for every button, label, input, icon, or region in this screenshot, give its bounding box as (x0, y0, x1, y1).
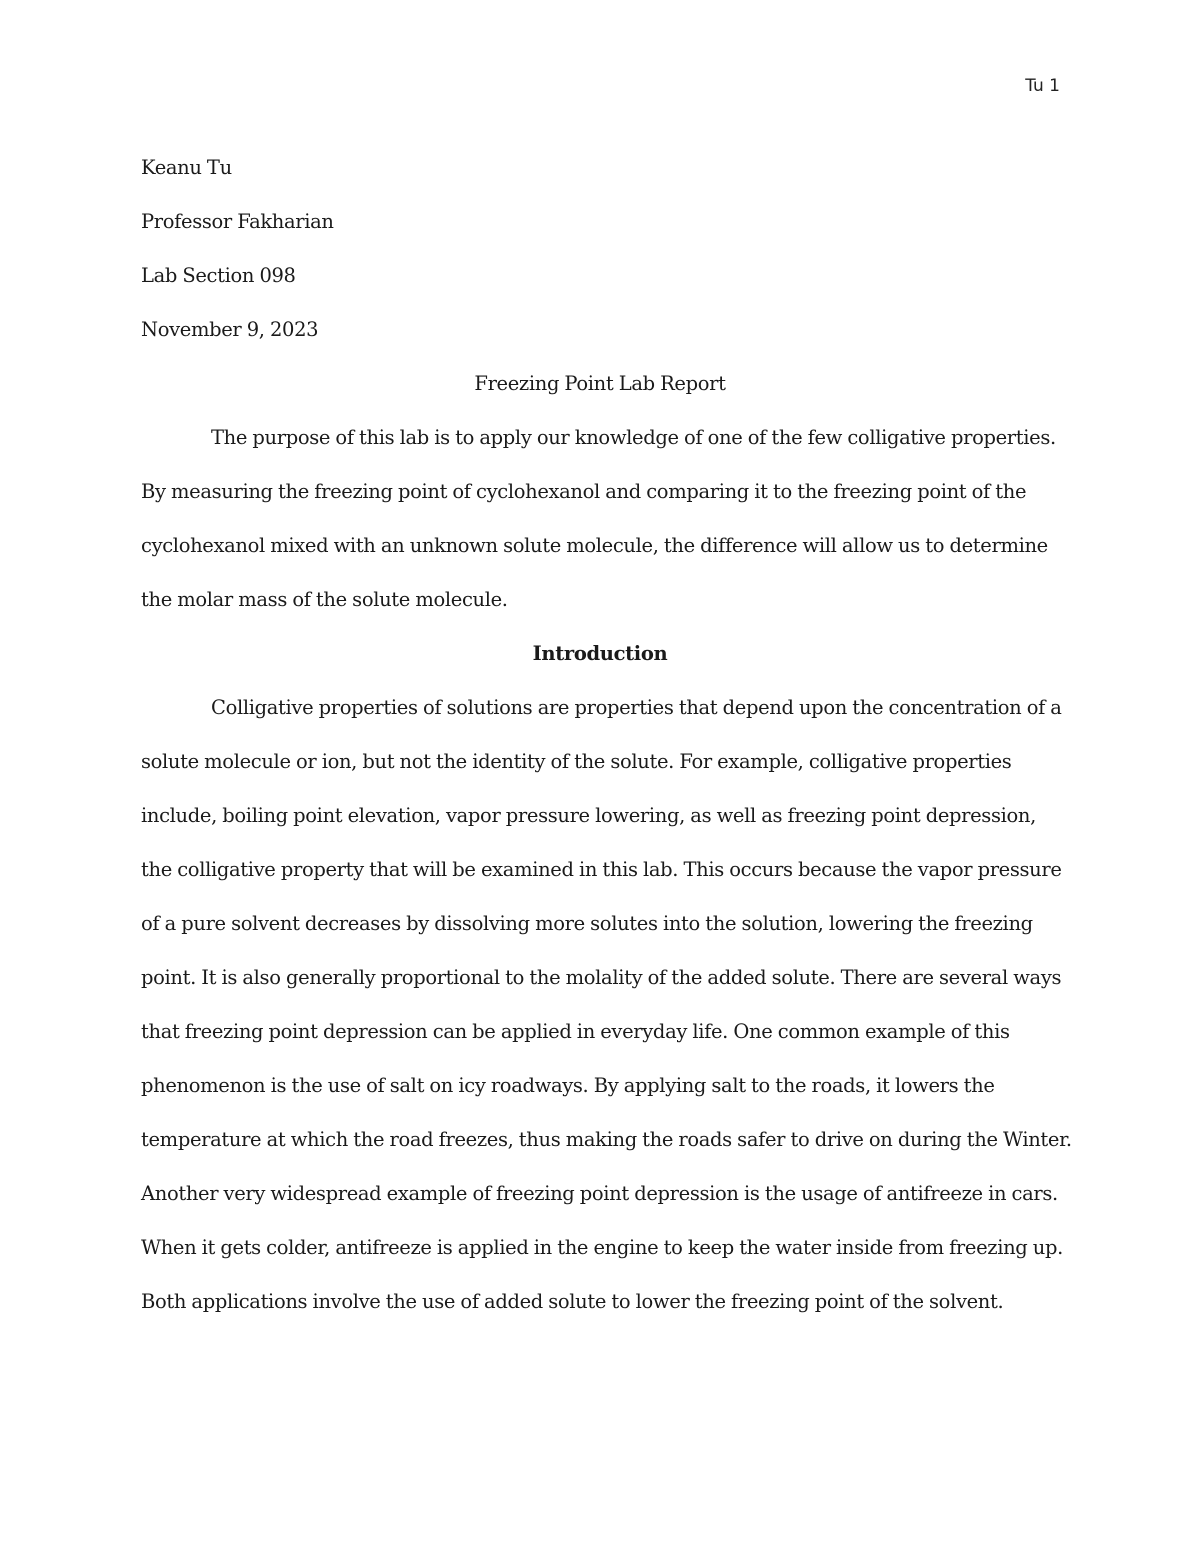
introduction-heading: Introduction (532, 642, 668, 665)
abstract-line: the molar mass of the solute molecule. (141, 588, 508, 611)
instructor-name: Professor Fakharian (141, 210, 334, 233)
introduction-line: solute molecule or ion, but not the identity of the solute. For example, colligative properties (141, 750, 1012, 773)
introduction-line: Another very widespread example of freezing point depression is the usage of antifreeze in cars. (141, 1182, 1058, 1205)
report-title: Freezing Point Lab Report (474, 372, 726, 395)
lab-section: Lab Section 098 (141, 264, 296, 287)
abstract-line: The purpose of this lab is to apply our knowledge of one of the few colligative properties. (211, 426, 1056, 449)
introduction-line: When it gets colder, antifreeze is applied in the engine to keep the water inside from freezing up. (141, 1236, 1063, 1259)
introduction-line: phenomenon is the use of salt on icy roadways. By applying salt to the roads, it lowers the (141, 1074, 995, 1097)
running-head: Tu 1 (1025, 76, 1060, 96)
introduction-paragraph (141, 681, 1072, 1329)
abstract-paragraph (141, 411, 1059, 627)
author-name: Keanu Tu (141, 156, 232, 179)
introduction-line: that freezing point depression can be applied in everyday life. One common example of this (141, 1020, 1010, 1043)
introduction-line: of a pure solvent decreases by dissolving more solutes into the solution, lowering the freezing (141, 912, 1033, 935)
report-date: November 9, 2023 (141, 318, 319, 341)
introduction-line: point. It is also generally proportional to the molality of the added solute. There are several ways (141, 966, 1062, 989)
abstract-line: By measuring the freezing point of cyclohexanol and comparing it to the freezing point of the (141, 480, 1027, 503)
introduction-line: temperature at which the road freezes, thus making the roads safer to drive on during the Winter. (141, 1128, 1072, 1151)
introduction-line: the colligative property that will be examined in this lab. This occurs because the vapor pressure (141, 858, 1062, 881)
document-body (141, 141, 1072, 1329)
introduction-line: Both applications involve the use of added solute to lower the freezing point of the solvent. (141, 1290, 1004, 1313)
introduction-line: include, boiling point elevation, vapor pressure lowering, as well as freezing point depression, (141, 804, 1036, 827)
abstract-line: cyclohexanol mixed with an unknown solute molecule, the difference will allow us to determine (141, 534, 1048, 557)
introduction-line: Colligative properties of solutions are properties that depend upon the concentration of a (211, 696, 1062, 719)
